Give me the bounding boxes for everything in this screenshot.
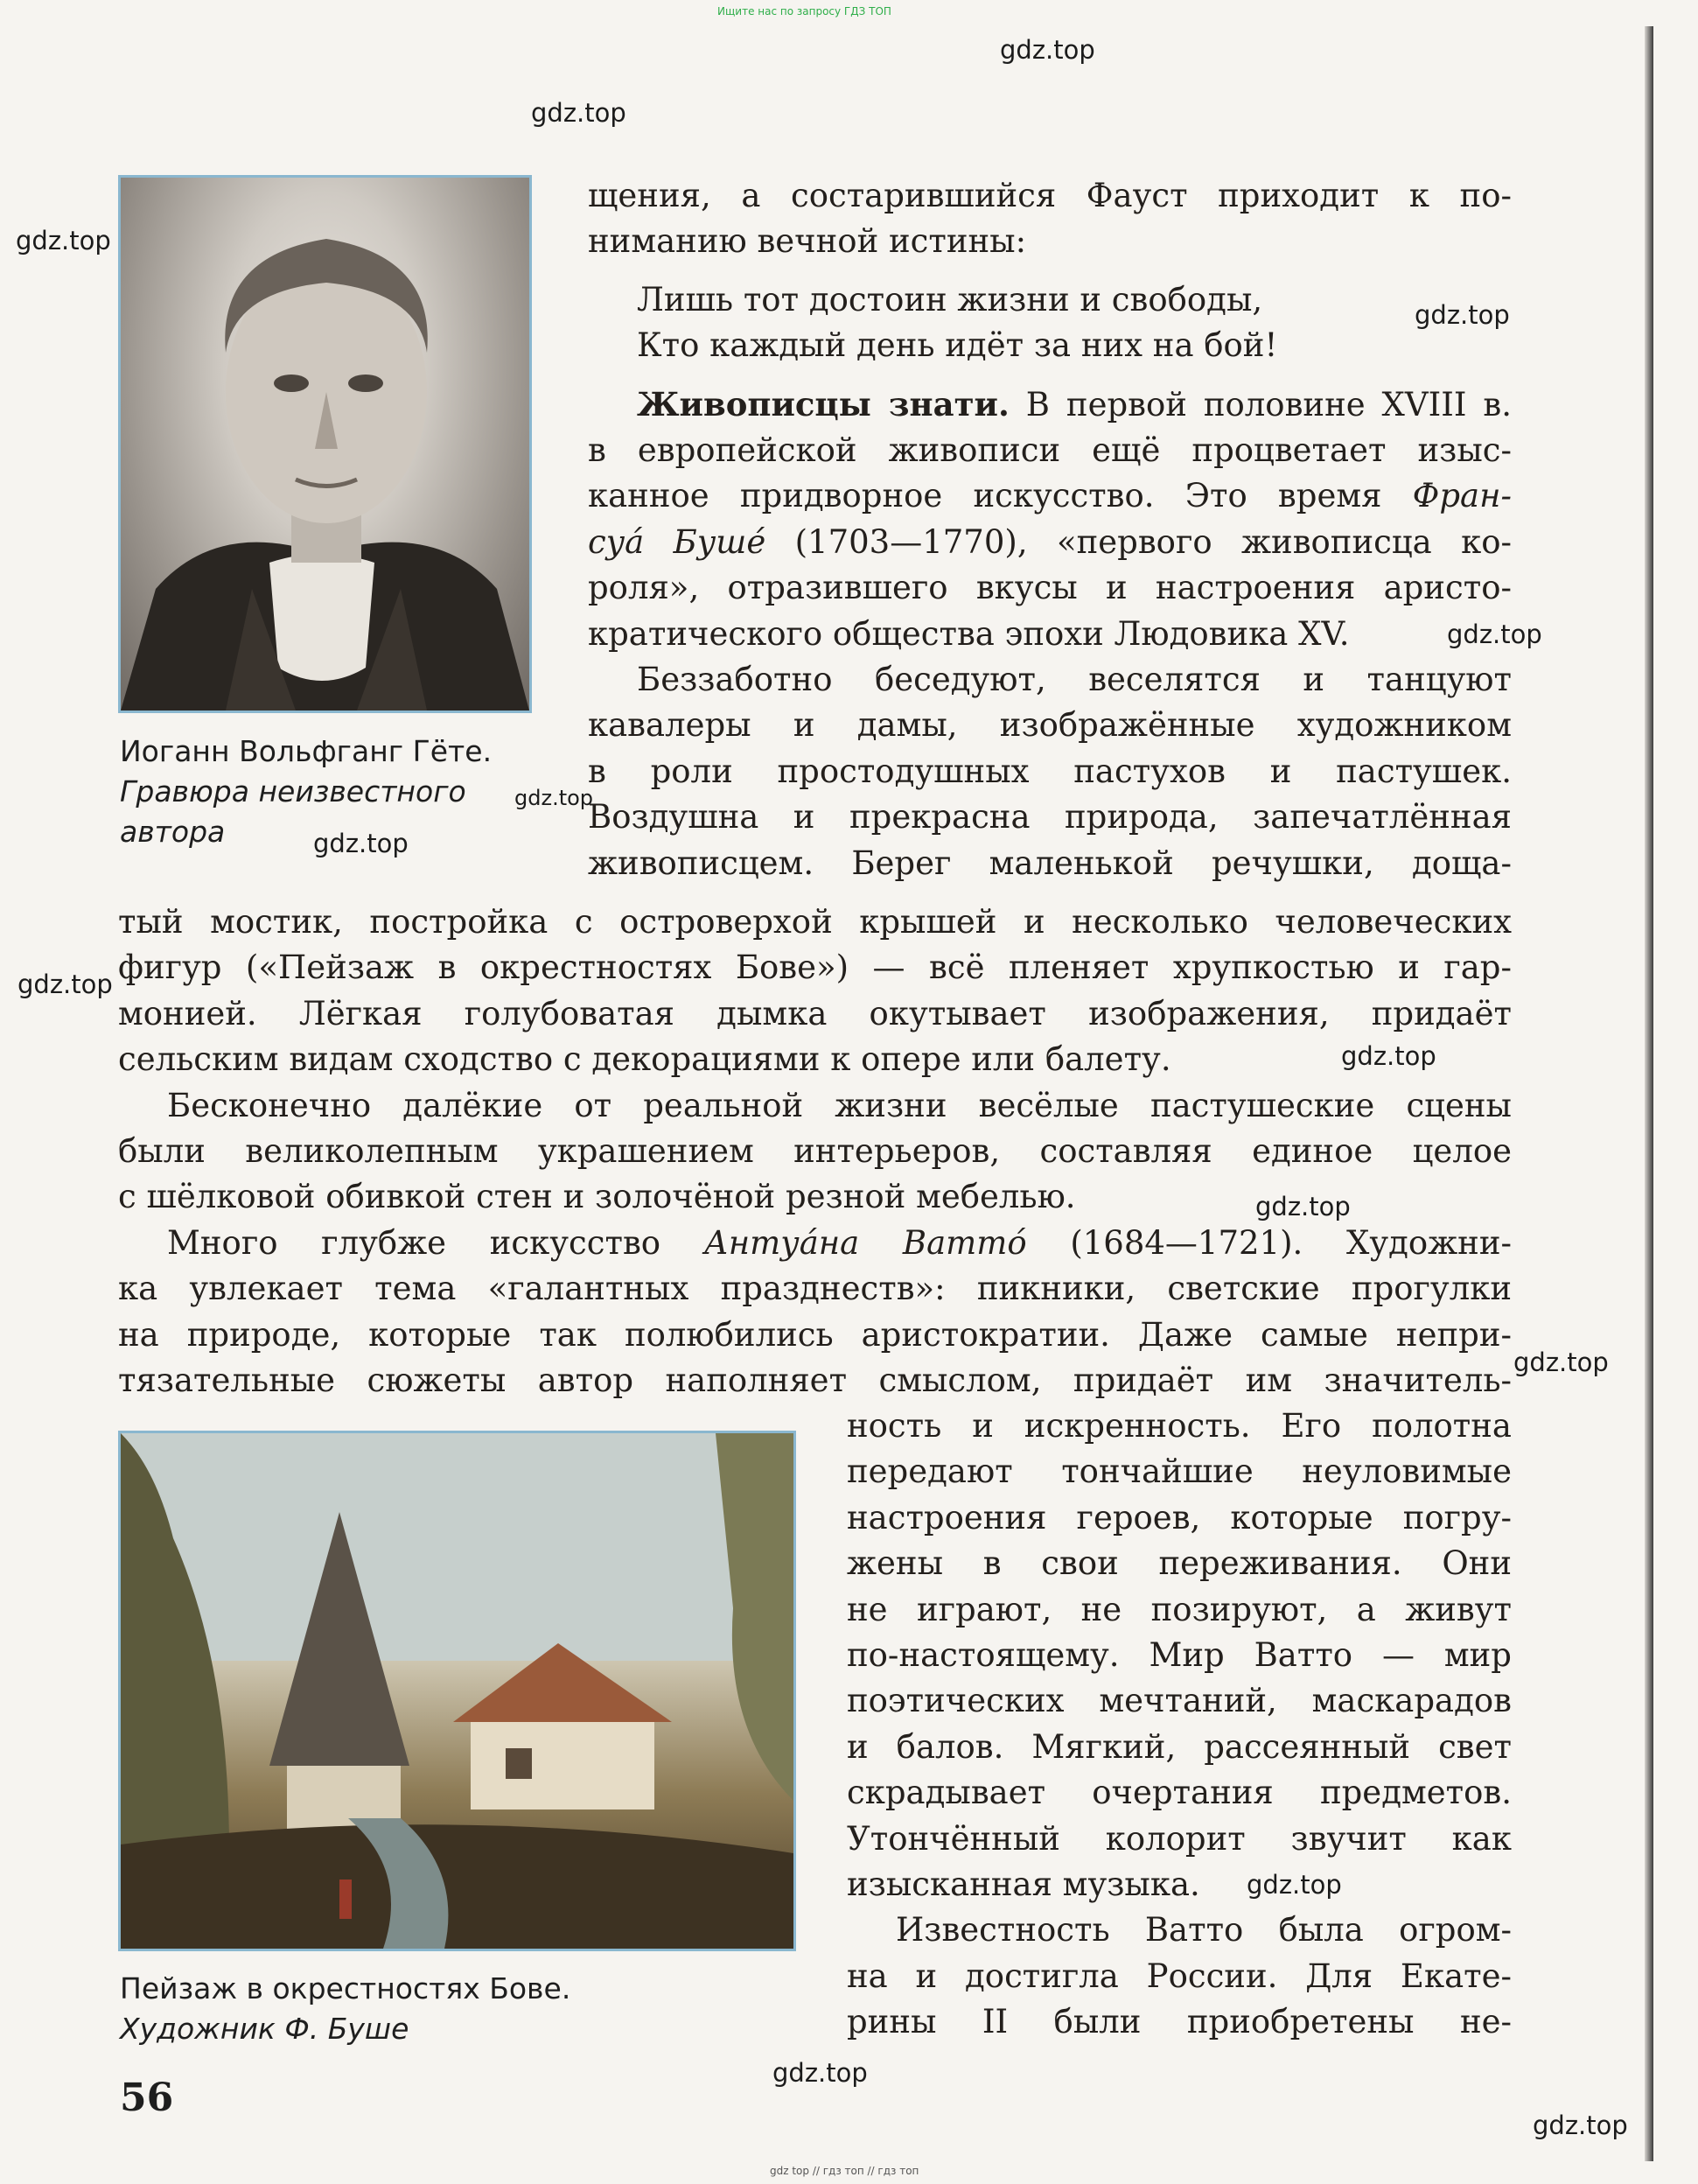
text-line: кавалеры и дамы, изображённые художником bbox=[588, 706, 1512, 745]
page-edge-shadow bbox=[1645, 26, 1653, 2161]
text-line: настроения героев, которые погру- bbox=[847, 1498, 1512, 1536]
portrait-caption-author-2: автора bbox=[120, 815, 226, 849]
text-line: ность и искренность. Его полотна bbox=[847, 1407, 1512, 1445]
section-heading: Живописцы знати. bbox=[637, 384, 1010, 424]
top-banner[interactable]: Ищите нас по запросу ГДЗ ТОП bbox=[717, 5, 891, 18]
text-column-full bbox=[118, 900, 1512, 1404]
text-line: кратического общества эпохи Людовика XV. bbox=[588, 614, 1350, 653]
watermark: gdz.top bbox=[1415, 300, 1510, 330]
text-line: жены в свои переживания. Они bbox=[847, 1544, 1512, 1583]
text-line: сельским видам сходство с декорациями к опере или балету. bbox=[118, 1040, 1171, 1079]
text-line: поэтических мечтаний, маскарадов bbox=[847, 1682, 1512, 1720]
watermark: gdz.top bbox=[1341, 1041, 1436, 1071]
paragraph-start: Живописцы знати. В первой половине XVIII в. bbox=[637, 384, 1512, 424]
text-line: изысканная музыка. bbox=[847, 1866, 1200, 1904]
text-line: передают тончайшие неуловимые bbox=[847, 1452, 1512, 1491]
text-line: в европейской живописи ещё процветает изыс- bbox=[588, 431, 1512, 470]
text-line: ка увлекает тема «галантных празднеств»: пикники, светские прогулки bbox=[118, 1270, 1512, 1308]
watermark: gdz.top bbox=[531, 98, 626, 128]
text-line: и балов. Мягкий, рассеянный свет bbox=[847, 1727, 1512, 1766]
text-line: тязательные сюжеты автор наполняет смыслом, придаёт им значитель- bbox=[118, 1362, 1512, 1400]
poem-line: Кто каждый день идёт за них на бой! bbox=[637, 326, 1278, 365]
text-line: в роли простодушных пастухов и пастушек. bbox=[588, 752, 1512, 790]
text-line: на и достигла России. Для Екате- bbox=[847, 1956, 1512, 1995]
text-column-lower bbox=[847, 1404, 1512, 2046]
text-line: с шёлковой обивкой стен и золочёной резной мебелью. bbox=[118, 1178, 1076, 1216]
text-line: тый мостик, постройка с островерхой крышей и несколько человеческих bbox=[118, 903, 1512, 941]
watermark: gdz.top bbox=[1255, 1192, 1351, 1222]
landscape-caption-title: Пейзаж в окрестностях Бове. bbox=[120, 1971, 571, 2006]
text-line: фигур («Пейзаж в окрестностях Бове») — всё пленяет хрупкостью и гар- bbox=[118, 948, 1512, 987]
goethe-portrait-image bbox=[118, 175, 532, 713]
text-line: канное придворное искусство. Это время Фран- bbox=[588, 477, 1512, 515]
text-line: живописцем. Берег маленькой речушки, доща- bbox=[588, 844, 1512, 882]
watermark: gdz.top bbox=[772, 2058, 868, 2088]
text-line: Много глубже искусство Антуáна Ваттó (1684—1721). Художни- bbox=[167, 1223, 1513, 1262]
watermark: gdz.top bbox=[514, 786, 594, 810]
text-line: суá Буше́ (1703—1770), «первого живописца ко- bbox=[588, 522, 1512, 561]
watermark: gdz.top bbox=[1247, 1870, 1342, 1900]
watermark: gdz.top bbox=[17, 970, 113, 999]
text-line: монией. Лёгкая голубоватая дымка окутывает изображения, придаёт bbox=[118, 994, 1512, 1032]
text-line: рины II были приобретены не- bbox=[847, 2003, 1512, 2041]
page-number: 56 bbox=[120, 2076, 174, 2120]
text-line: на природе, которые так полюбились аристократии. Даже самые непри- bbox=[118, 1315, 1512, 1354]
text-line: скрадывает очертания предметов. bbox=[847, 1774, 1512, 1812]
text-line: ниманию вечной истины: bbox=[588, 222, 1027, 261]
portrait-caption bbox=[120, 732, 492, 852]
text-line: были великолепным украшением интерьеров, составляя единое целое bbox=[118, 1132, 1512, 1171]
text-line: Воздушна и прекрасна природа, запечатлённая bbox=[588, 798, 1512, 836]
landscape-caption bbox=[120, 1969, 570, 2049]
watermark: gdz.top bbox=[16, 226, 111, 256]
poem-line: Лишь тот достоин жизни и свободы, bbox=[637, 280, 1263, 318]
watermark: gdz.top bbox=[1000, 35, 1095, 65]
landscape-caption-artist: Художник Ф. Буше bbox=[120, 2012, 409, 2046]
text-line: Бесконечно далёкие от реальной жизни весёлые пастушеские сцены bbox=[167, 1086, 1512, 1124]
beauvais-landscape-image bbox=[118, 1431, 796, 1951]
text-line: Беззаботно беседуют, веселятся и танцуют bbox=[637, 661, 1512, 699]
bottom-banner[interactable]: gdz top // гдз топ // гдз топ bbox=[770, 2165, 919, 2177]
watermark: gdz.top bbox=[313, 829, 409, 858]
text-column-upper bbox=[588, 173, 1512, 886]
landscape-illustration bbox=[121, 1433, 793, 1949]
watermark: gdz.top bbox=[1447, 620, 1542, 649]
text-line: Известность Ватто была огром- bbox=[896, 1911, 1512, 1950]
text-line: Утончённый колорит звучит как bbox=[847, 1819, 1512, 1858]
text-line: по-настоящему. Мир Ватто — мир bbox=[847, 1636, 1512, 1675]
portrait-caption-title: Иоганн Вольфганг Гёте. bbox=[120, 734, 493, 768]
text-line: не играют, не позируют, а живут bbox=[847, 1590, 1512, 1628]
portrait-illustration bbox=[121, 178, 529, 710]
portrait-caption-author: Гравюра неизвестного bbox=[120, 774, 466, 808]
text-line: роля», отразившего вкусы и настроения аристо- bbox=[588, 569, 1512, 607]
text-line: щения, а состарившийся Фауст приходит к по- bbox=[588, 177, 1512, 214]
watermark: gdz.top bbox=[1533, 2110, 1628, 2140]
watermark: gdz.top bbox=[1513, 1348, 1609, 1377]
